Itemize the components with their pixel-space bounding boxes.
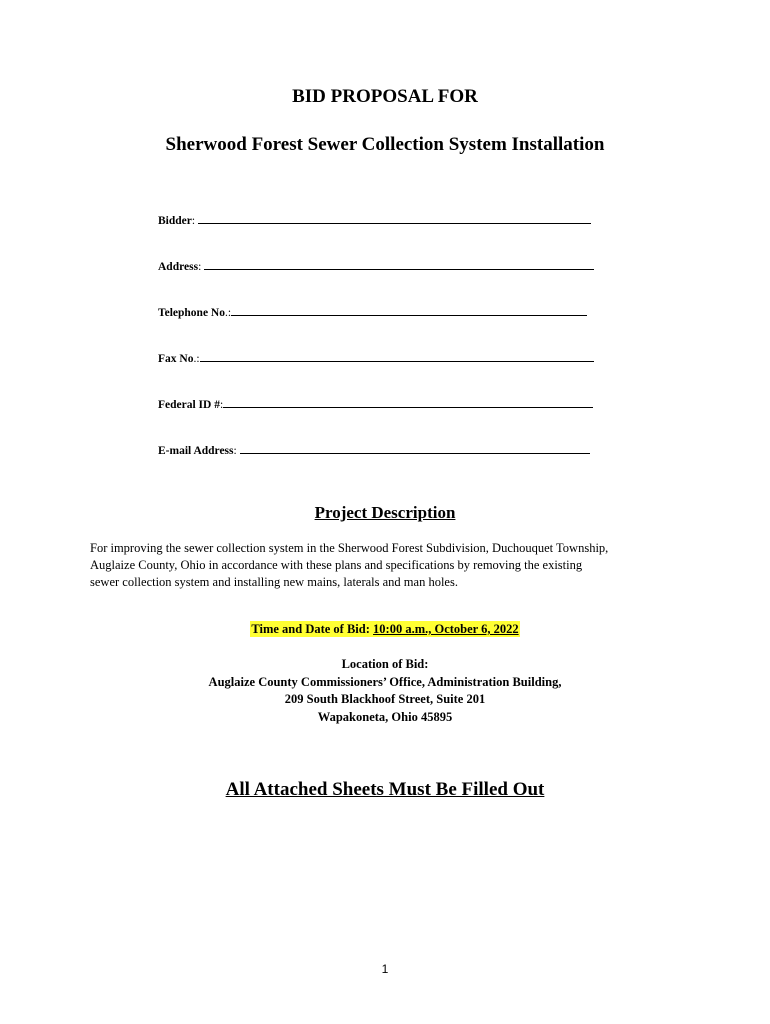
- bidder-separator: :: [191, 215, 198, 227]
- federal-id-label: Federal ID #: [158, 399, 220, 411]
- telephone-field: [158, 304, 587, 319]
- telephone-blank-line[interactable]: [231, 304, 587, 316]
- bidder-label: Bidder: [158, 215, 192, 227]
- location-heading: Location of Bid:: [341, 657, 429, 671]
- federal-id-field: [158, 396, 593, 411]
- fax-field: [158, 350, 594, 365]
- telephone-separator: .:: [225, 307, 232, 319]
- project-description: [90, 540, 690, 591]
- location-line: Wapakoneta, Ohio 45895: [317, 709, 453, 724]
- location-line: 209 South Blackhoof Street, Suite 201: [284, 692, 486, 706]
- description-line: Auglaize County, Ohio in accordance with these plans and specifications by removing the existing: [90, 558, 583, 572]
- bid-time-highlight: [250, 621, 519, 637]
- federal-id-blank-line[interactable]: [223, 396, 593, 408]
- attached-sheets-notice: All Attached Sheets Must Be Filled Out: [225, 779, 545, 800]
- bid-time: [0, 622, 770, 637]
- address-label: Address: [158, 261, 199, 273]
- bid-time-value: 10:00 a.m., October 6, 2022: [373, 622, 519, 636]
- fax-blank-line[interactable]: [200, 350, 594, 362]
- description-line: sewer collection system and installing new mains, laterals and man holes.: [90, 575, 458, 589]
- location-line: Auglaize County Commissioners’ Office, Administration Building,: [208, 674, 562, 689]
- email-field: [158, 442, 590, 457]
- telephone-label: Telephone No: [158, 307, 225, 319]
- description-line: For improving the sewer collection system in the Sherwood Forest Subdivision, Duchouquet Township,: [90, 541, 609, 555]
- project-title: Sherwood Forest Sewer Collection System Installation: [165, 134, 605, 155]
- bid-location: [0, 656, 770, 726]
- email-separator: :: [233, 445, 240, 457]
- address-separator: :: [198, 261, 205, 273]
- email-blank-line[interactable]: [240, 442, 590, 454]
- email-label: E-mail Address: [158, 445, 234, 457]
- bid-time-label: Time and Date of Bid:: [251, 622, 374, 636]
- project-description-heading: Project Description: [314, 503, 456, 522]
- bidder-field: [158, 212, 591, 227]
- document-title: BID PROPOSAL FOR: [292, 86, 478, 107]
- fax-label: Fax No: [158, 353, 194, 365]
- address-blank-line[interactable]: [204, 258, 594, 270]
- fax-separator: .:: [193, 353, 200, 365]
- bidder-blank-line[interactable]: [198, 212, 591, 224]
- federal-id-separator: :: [219, 399, 224, 411]
- page-number: 1: [381, 962, 389, 976]
- address-field: [158, 258, 594, 273]
